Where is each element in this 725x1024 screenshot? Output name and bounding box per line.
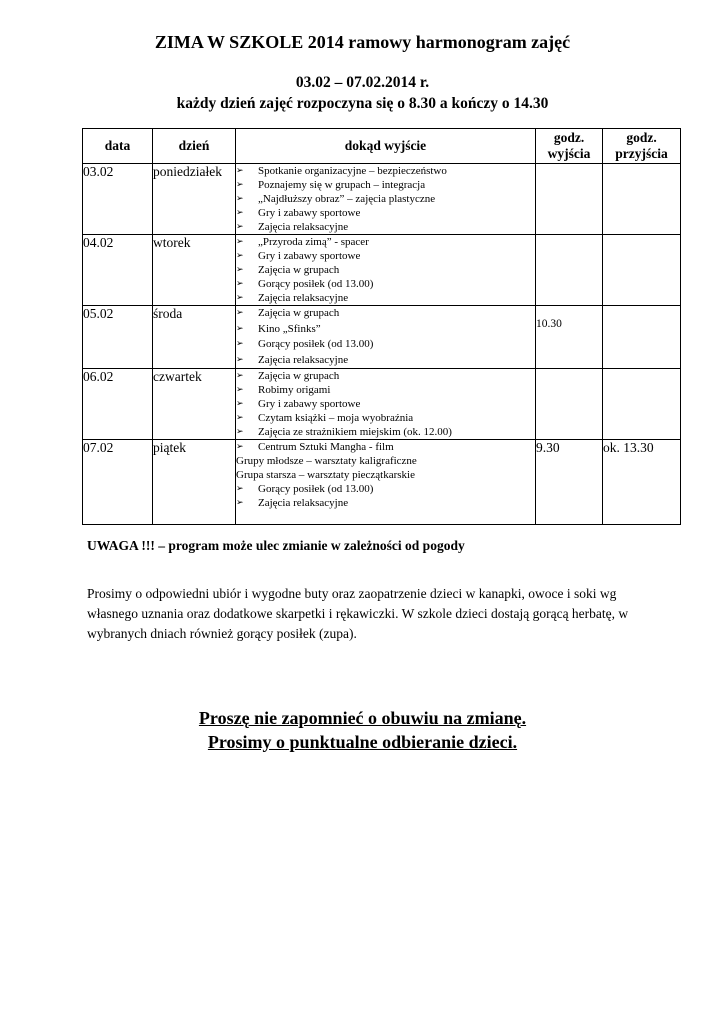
activity-text: Zajęcia relaksacyjne: [258, 353, 349, 366]
row-day: piątek: [153, 440, 236, 525]
activity-list: [236, 235, 535, 305]
row-day: czwartek: [153, 369, 236, 440]
activity-item: [236, 249, 535, 263]
activity-item: [236, 496, 535, 510]
arrowhead-bullet-icon: ➢: [236, 354, 244, 365]
arrowhead-bullet-icon: ➢: [236, 484, 244, 494]
arrowhead-bullet-icon: ➢: [236, 222, 244, 232]
row-arrival: [603, 369, 681, 440]
activity-text: Gry i zabawy sportowe: [258, 250, 361, 262]
activity-item: [236, 263, 535, 277]
activity-text: Centrum Sztuki Mangha - film: [258, 441, 394, 453]
row-date: 04.02: [83, 235, 153, 306]
row-day: poniedziałek: [153, 164, 236, 235]
arrowhead-bullet-icon: ➢: [236, 385, 244, 395]
activity-list: [236, 369, 535, 439]
activity-text: Gorący posiłek (od 13.00): [258, 338, 374, 350]
activity-item: [236, 468, 535, 482]
row-day: wtorek: [153, 235, 236, 306]
arrowhead-bullet-icon: ➢: [236, 413, 244, 423]
activity-text: Grupa starsza – warsztaty pieczątkarskie: [236, 469, 415, 481]
arrowhead-bullet-icon: ➢: [236, 251, 244, 261]
header-date: data: [83, 129, 153, 164]
row-date: 06.02: [83, 369, 153, 440]
info-paragraph: Prosimy o odpowiedni ubiór i wygodne buty oraz zaopatrzenie dzieci w kanapki, owoce i soki wg własnego uznania oraz dodatkowe skarpetki i rękawiczki. W szkole dzieci dostają gorącą herbatę, w wybranych dniach również gorący posiłek (zupa).: [87, 586, 629, 641]
activity-text: Czytam książki – moja wyobraźnia: [258, 412, 414, 424]
row-date: 05.02: [83, 306, 153, 369]
activity-list: [236, 440, 535, 510]
activity-text: Grupy młodsze – warsztaty kaligraficzne: [236, 455, 417, 467]
activity-item: [236, 411, 535, 425]
header-activities: dokąd wyjście: [236, 129, 536, 164]
activity-text: Gorący posiłek (od 13.00): [258, 483, 374, 495]
row-activities: [236, 235, 536, 306]
activity-item: [236, 220, 535, 234]
table-row: [83, 369, 681, 440]
activity-text: Zajęcia ze strażnikiem miejskim (ok. 12.00): [258, 426, 452, 438]
row-arrival: [603, 306, 681, 369]
activity-item: [236, 322, 535, 338]
header-day: dzień: [153, 129, 236, 164]
activity-text: Zajęcia w grupach: [258, 370, 340, 382]
activity-item: [236, 178, 535, 192]
row-arrival: [603, 164, 681, 235]
row-date: 03.02: [83, 164, 153, 235]
activity-item: [236, 425, 535, 439]
activity-item: [236, 353, 535, 369]
table-row: [83, 306, 681, 369]
activity-list: [236, 306, 535, 368]
page-title: ZIMA W SZKOLE 2014 ramowy harmonogram zajęć: [154, 32, 571, 52]
schedule-table: [82, 128, 681, 525]
row-departure: 10.30: [536, 306, 603, 369]
row-departure: [536, 164, 603, 235]
activity-text: Gry i zabawy sportowe: [258, 398, 361, 410]
arrowhead-bullet-icon: ➢: [236, 308, 244, 318]
activity-item: [236, 383, 535, 397]
arrowhead-bullet-icon: ➢: [236, 399, 244, 409]
subtitle: [0, 72, 725, 114]
daily-hours: każdy dzień zajęć rozpoczyna się o 8.30 a kończy o 14.30: [176, 95, 549, 112]
reminder-shoes: Proszę nie zapomnieć o obuwiu na zmianę.: [198, 708, 527, 728]
activity-item: [236, 206, 535, 220]
arrowhead-bullet-icon: ➢: [236, 194, 244, 204]
schedule-body: [83, 164, 681, 525]
activity-item: [236, 306, 535, 322]
table-row: [83, 164, 681, 235]
activity-text: Spotkanie organizacyjne – bezpieczeństwo: [258, 165, 447, 177]
arrowhead-bullet-icon: ➢: [236, 427, 244, 437]
activity-text: Gorący posiłek (od 13.00): [258, 278, 374, 290]
arrowhead-bullet-icon: ➢: [236, 339, 244, 349]
table-row: [83, 235, 681, 306]
activity-item: [236, 291, 535, 305]
row-departure: 9.30: [536, 440, 603, 525]
row-activities: [236, 164, 536, 235]
table-header-row: [83, 129, 681, 164]
arrowhead-bullet-icon: ➢: [236, 180, 244, 190]
table-row: [83, 440, 681, 525]
activity-text: Zajęcia relaksacyjne: [258, 292, 349, 304]
activity-text: Zajęcia relaksacyjne: [258, 497, 349, 509]
reminder-pickup: Prosimy o punktualne odbieranie dzieci.: [207, 732, 518, 752]
row-activities: [236, 369, 536, 440]
row-activities: [236, 306, 536, 369]
activity-text: „Najdłuższy obraz” – zajęcia plastyczne: [258, 193, 436, 205]
activity-item: [236, 369, 535, 383]
activity-text: Kino „Sfinks”: [258, 322, 321, 335]
activity-item: [236, 164, 535, 178]
activity-item: [236, 192, 535, 206]
reminder: [0, 706, 725, 754]
row-arrival: ok. 13.30: [603, 440, 681, 525]
arrowhead-bullet-icon: ➢: [236, 371, 244, 381]
activity-item: [236, 397, 535, 411]
activity-item: [236, 277, 535, 291]
arrowhead-bullet-icon: ➢: [236, 293, 244, 303]
row-day: środa: [153, 306, 236, 369]
activity-text: Zajęcia w grupach: [258, 307, 340, 319]
row-departure: [536, 369, 603, 440]
row-activities: [236, 440, 536, 525]
arrowhead-bullet-icon: ➢: [236, 442, 244, 452]
header-departure: godz. wyjścia: [536, 129, 603, 164]
activity-text: Poznajemy się w grupach – integracja: [258, 179, 426, 191]
activity-item: [236, 337, 535, 353]
activity-text: Zajęcia w grupach: [258, 264, 340, 276]
arrowhead-bullet-icon: ➢: [236, 265, 244, 275]
activity-item: [236, 482, 535, 496]
activity-item: [236, 440, 535, 454]
activity-text: Robimy origami: [258, 384, 331, 396]
activity-list: [236, 164, 535, 234]
activity-item: [236, 235, 535, 249]
arrowhead-bullet-icon: ➢: [236, 498, 244, 508]
row-arrival: [603, 235, 681, 306]
activity-text: Gry i zabawy sportowe: [258, 207, 361, 219]
activity-text: Zajęcia relaksacyjne: [258, 221, 349, 233]
arrowhead-bullet-icon: ➢: [236, 279, 244, 289]
row-date: 07.02: [83, 440, 153, 525]
row-departure: [536, 235, 603, 306]
weather-notice: UWAGA !!! – program może ulec zmianie w zależności od pogody: [87, 538, 465, 553]
arrowhead-bullet-icon: ➢: [236, 323, 244, 334]
arrowhead-bullet-icon: ➢: [236, 208, 244, 218]
header-arrival: godz. przyjścia: [603, 129, 681, 164]
arrowhead-bullet-icon: ➢: [236, 166, 244, 176]
arrowhead-bullet-icon: ➢: [236, 237, 244, 247]
activity-text: „Przyroda zimą” - spacer: [258, 236, 369, 248]
date-range: 03.02 – 07.02.2014 r.: [295, 74, 430, 91]
activity-item: [236, 454, 535, 468]
